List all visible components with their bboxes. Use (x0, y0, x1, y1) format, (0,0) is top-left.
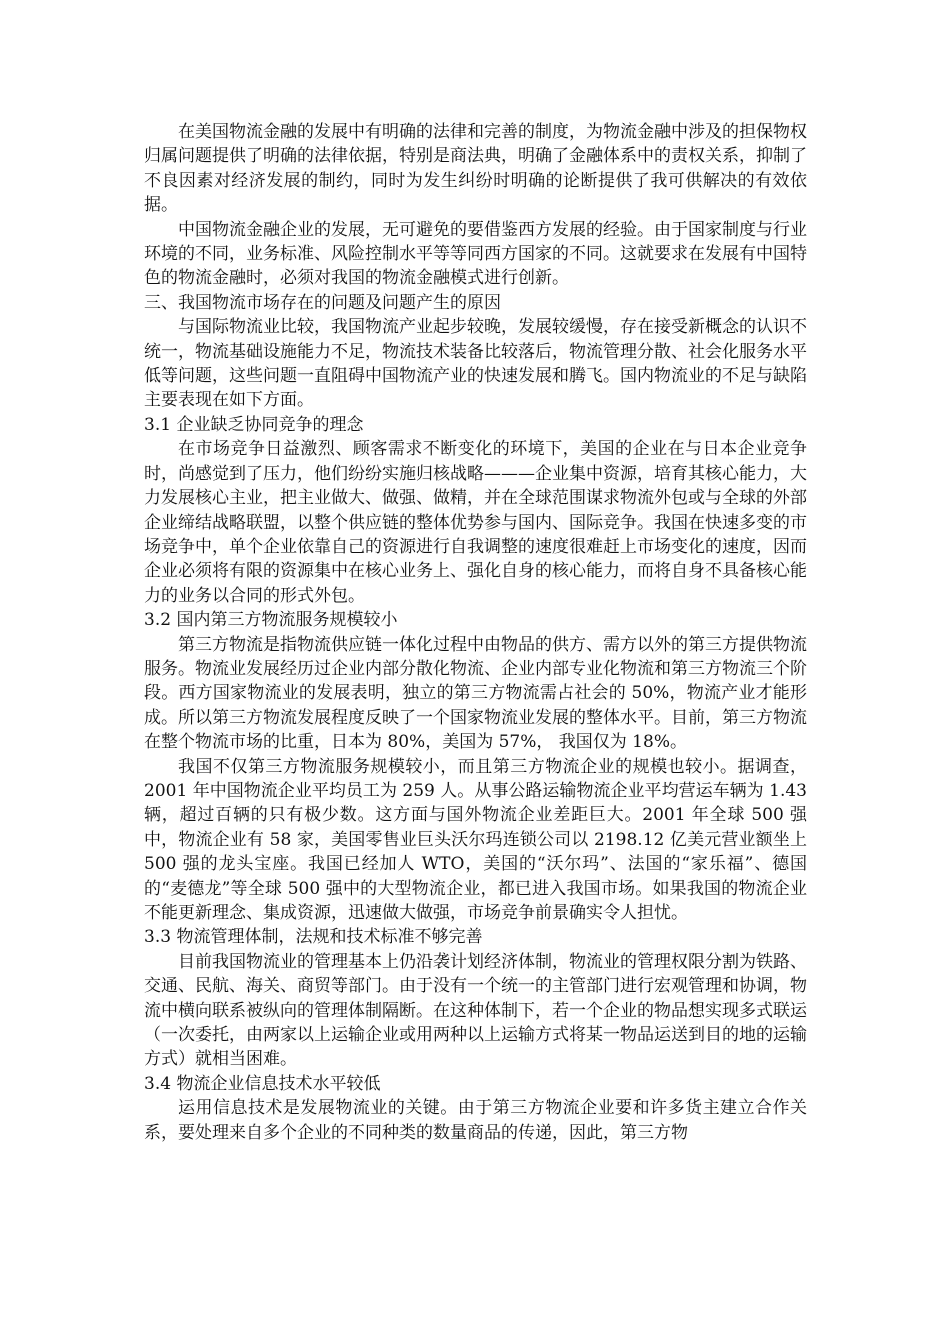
section-3-4-heading: 3.4 物流企业信息技术水平较低 (144, 1073, 381, 1094)
para-section-3-2-a: 第三方物流是指物流供应链一体化过程中由物品的供方、需方以外的第三方提供物流服务。物流业发展经历过企业内部分散化物流、企业内部专业化物流和第三方物流三个阶段。西方国家物流业的发展表明，独立的第三方物流需占社会的 50%，物流产业才能形成。所以第三方物流发展程度反映了一个国家物流业发展的整体水平。目前，第三方物流在整个物流市场的比重，日本为 80%，美国为 57%， 我国仅为 18%。 (144, 634, 807, 753)
para-legal-system: 在美国物流金融的发展中有明确的法律和完善的制度，为物流金融中涉及的担保物权归属问题提供了明确的法律依据，特别是商法典，明确了金融体系中的责权关系，抑制了不良因素对经济发展的制约，同时为发生纠纷时明确的论断提供了我可供解决的有效依据。 (144, 122, 807, 216)
para-section-3-2-b: 我国不仅第三方物流服务规模较小，而且第三方物流企业的规模也较小。据调查，2001 年中国物流企业平均员工为 259 人。从事公路运输物流企业平均营运车辆为 1.43 辆，超过百辆的只有极少数。这方面与国外物流企业差距巨大。2001 年全球 500 强中，物流企业有 58 家，美国零售业巨头沃尔玛连锁公司以 2198.12 亿美元营业额坐上 500 强的龙头宝座。我国已经加人 WTO，美国的“沃尔玛”、法国的“家乐福”、德国的“麦德龙”等全球 500 强中的大型物流企业，都已进入我国市场。如果我国的物流企业不能更新理念、集成资源，迅速做大做强，市场竞争前景确实令人担忧。 (144, 756, 807, 923)
para-section-3-1: 在市场竞争日益激烈、顾客需求不断变化的环境下，美国的企业在与日本企业竞争时，尚感觉到了压力，他们纷纷实施归核战略———企业集中资源，培育其核心能力，大力发展核心主业，把主业做大、做强、做精，并在全球范围谋求物流外包或与全球的外部企业缔结战略联盟，以整个供应链的整体优势参与国内、国际竞争。我国在快速多变的市场竞争中，单个企业依靠自己的资源进行自我调整的速度很难赶上市场变化的速度，因而企业必须将有限的资源集中在核心业务上、强化自身的核心能力，而将自身不具备核心能力的业务以合同的形式外包。 (144, 439, 807, 606)
para-section-3-3: 目前我国物流业的管理基本上仍沿袭计划经济体制，物流业的管理权限分割为铁路、交通、民航、海关、商贸等部门。由于没有一个统一的主管部门进行宏观管理和协调，物流中横向联系被纵向的管理体制隔断。在这种体制下，若一个企业的物品想实现多式联运（一次委托，由两家以上运输企业或用两种以上运输方式将某一物品运送到目的地的运输方式）就相当困难。 (144, 951, 807, 1070)
document-page (144, 120, 807, 1145)
section-3-1-heading: 3.1 企业缺乏协同竞争的理念 (144, 414, 364, 435)
para-china-innovation: 中国物流金融企业的发展，无可避免的要借鉴西方发展的经验。由于国家制度与行业环境的不同，业务标准、风险控制水平等等同西方国家的不同。这就要求在发展有中国特色的物流金融时，必须对我国的物流金融模式进行创新。 (144, 219, 807, 289)
section-3-2-heading: 3.2 国内第三方物流服务规模较小 (144, 610, 398, 631)
para-section-3-intro: 与国际物流业比较，我国物流产业起步较晚，发展较缓慢，存在接受新概念的认识不统一，物流基础设施能力不足，物流技术装备比较落后，物流管理分散、社会化服务水平低等问题，这些问题一直阻碍中国物流产业的快速发展和腾飞。国内物流业的不足与缺陷主要表现在如下方面。 (144, 317, 807, 411)
section-3-heading: 三、我国物流市场存在的问题及问题产生的原因 (144, 292, 501, 313)
para-section-3-4: 运用信息技术是发展物流业的关键。由于第三方物流企业要和许多货主建立合作关系，要处理来自多个企业的不同种类的数量商品的传递，因此，第三方物 (144, 1098, 807, 1143)
section-3-3-heading: 3.3 物流管理体制，法规和技术标准不够完善 (144, 927, 483, 948)
